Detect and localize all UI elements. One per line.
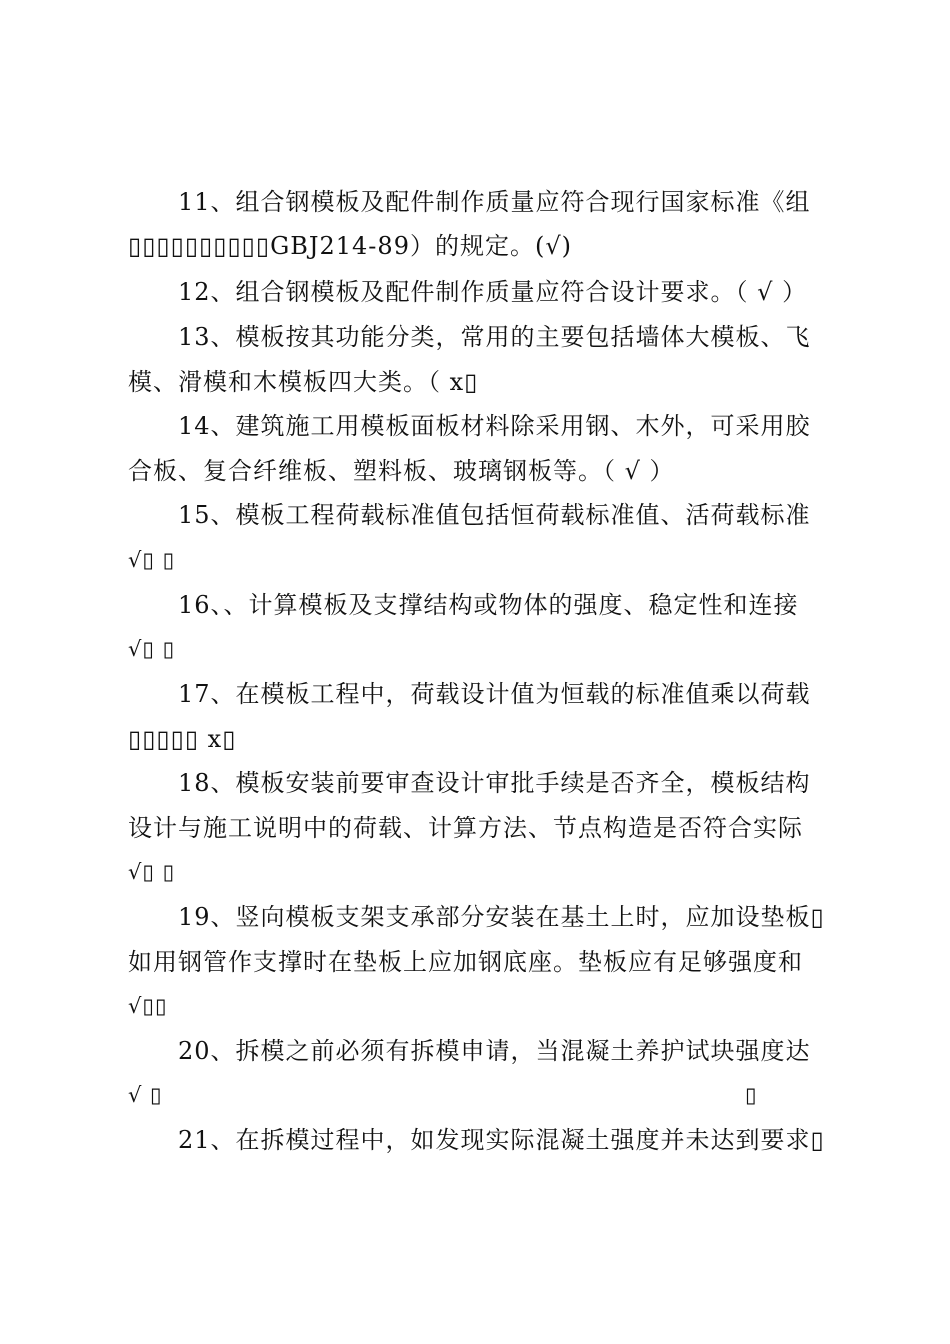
item-14-line-2: 合板、复合纤维板、塑料板、玻璃钢板等。（ √ ）	[128, 457, 675, 485]
item-15-mark: √▯ ▯	[128, 548, 176, 572]
item-18-mark: √▯ ▯	[128, 860, 176, 884]
item-20-extra-mark: ▯	[745, 1083, 758, 1107]
item-11-line-2: ▯▯▯▯▯▯▯▯▯▯GBJ214-89）的规定。(√)	[128, 232, 572, 260]
item-19-line-1: 19、竖向模板支架支承部分安装在基土上时，应加设垫板▯	[178, 903, 825, 931]
item-16-line-1: 16、、计算模板及支撑结构或物体的强度、稳定性和连接	[178, 591, 799, 619]
item-20-line-1: 20、拆模之前必须有拆模申请，当混凝土养护试块强度达	[178, 1037, 811, 1065]
item-16-mark: √▯ ▯	[128, 637, 176, 661]
item-18-line-2: 设计与施工说明中的荷载、计算方法、节点构造是否符合实际	[128, 814, 803, 842]
item-11-line-1: 11、组合钢模板及配件制作质量应符合现行国家标准《组	[178, 188, 811, 216]
item-17-line-2: ▯▯▯▯▯ x▯	[128, 725, 237, 753]
item-15-line-1: 15、模板工程荷载标准值包括恒荷载标准值、活荷载标准	[178, 501, 811, 529]
item-21-line-1: 21、在拆模过程中，如发现实际混凝土强度并未达到要求▯	[178, 1126, 825, 1154]
item-13-line-1: 13、模板按其功能分类，常用的主要包括墙体大模板、飞	[178, 323, 811, 351]
item-12-line-1: 12、组合钢模板及配件制作质量应符合设计要求。（ √ ）	[178, 278, 808, 306]
item-13-line-2: 模、滑模和木模板四大类。（ x▯	[128, 368, 479, 396]
item-19-mark: √▯▯	[128, 994, 168, 1018]
item-18-line-1: 18、模板安装前要审查设计审批手续是否齐全，模板结构	[178, 769, 811, 797]
item-14-line-1: 14、建筑施工用模板面板材料除采用钢、木外，可采用胶	[178, 412, 811, 440]
item-19-line-2: 如用钢管作支撑时在垫板上应加钢底座。垫板应有足够强度和	[128, 948, 803, 976]
item-17-line-1: 17、在模板工程中，荷载设计值为恒载的标准值乘以荷载	[178, 680, 811, 708]
item-20-mark: √ ▯	[128, 1083, 163, 1107]
